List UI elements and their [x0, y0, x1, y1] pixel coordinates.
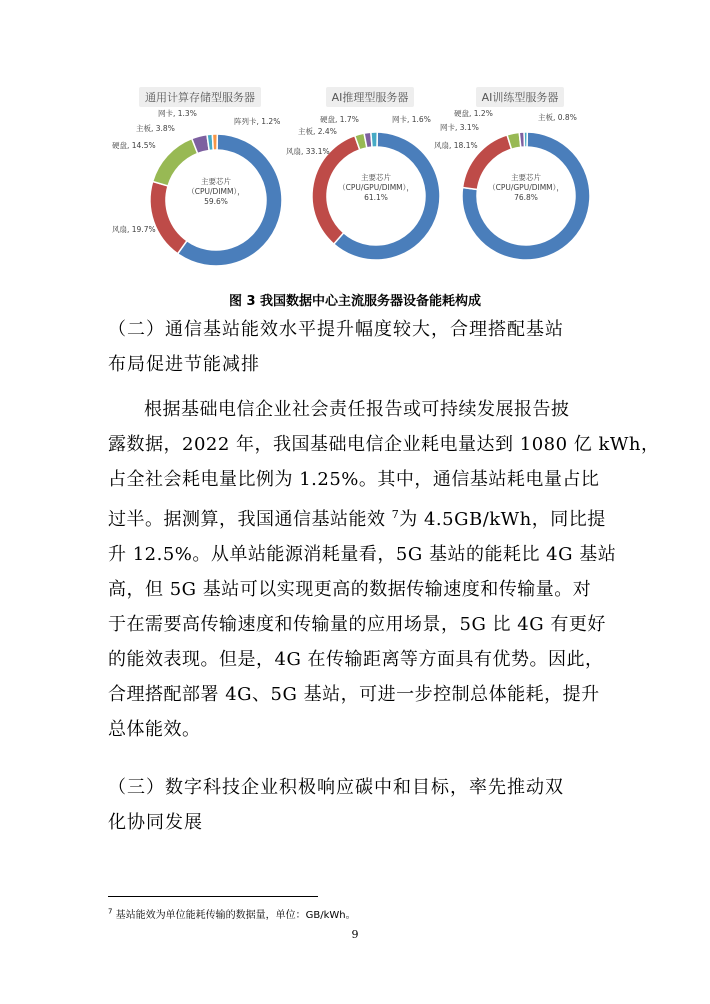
- section-heading-2: [108, 312, 608, 382]
- figure-caption: 图 3 我国数据中心主流服务器设备能耗构成: [228, 294, 482, 309]
- slice-label: 硬盘, 14.5%: [112, 141, 156, 150]
- footnote-mark: 7: [108, 907, 113, 916]
- donut-slice-风扇: [150, 181, 187, 253]
- donut-chart: [100, 86, 300, 276]
- slice-label: 风扇, 33.1%: [286, 147, 330, 156]
- donut-slice-硬盘: [153, 139, 198, 186]
- body-line: 的能效表现。但是，4G 在传输距离等方面具有优势。因此，: [108, 649, 604, 670]
- body-line: 升 12.5%。从单站能源消耗量看，5G 基站的能耗比 4G 基站: [108, 544, 617, 565]
- slice-label: 主板, 3.8%: [136, 124, 175, 133]
- body-line: 于在需要高传输速度和传输量的应用场景，5G 比 4G 有更好: [108, 614, 606, 635]
- heading-line: （三）数字科技企业积极响应碳中和目标，率先推动双: [108, 777, 564, 798]
- slice-label: 风扇, 18.1%: [434, 141, 478, 150]
- chart-general-server: [100, 86, 300, 276]
- heading-line: 布局促进节能减排: [108, 354, 260, 375]
- body-line: 总体能效。: [108, 719, 201, 740]
- body-text: 过半。据测算，我国通信基站能效: [108, 509, 392, 530]
- slice-label: 硬盘, 1.7%: [320, 115, 359, 124]
- footnote: [108, 906, 356, 921]
- donut-slice-网卡: [371, 132, 377, 147]
- slice-label: 阵列卡, 1.2%: [234, 117, 281, 126]
- chart-title: AI推理型服务器: [326, 87, 415, 107]
- chart-title: AI训练型服务器: [476, 87, 565, 107]
- slice-label: 主板, 2.4%: [298, 127, 337, 136]
- slice-label: 主要芯片（CPU/GPU/DIMM）， 61.1%: [338, 173, 414, 202]
- body-line: 根据基础电信企业社会责任报告或可持续发展报告披: [144, 399, 570, 420]
- section-2-body: [108, 392, 660, 747]
- slice-label: 主板, 0.8%: [538, 113, 577, 122]
- slice-label: 网卡, 3.1%: [440, 123, 479, 132]
- donut-slice-主板: [524, 132, 527, 147]
- chart-ai-training-server: [430, 86, 610, 276]
- slice-label: 主要芯片（CPU/GPU/DIMM）， 76.8%: [488, 173, 564, 202]
- section-heading-3: [108, 770, 608, 840]
- chart-title: 通用计算存储型服务器: [139, 87, 261, 107]
- body-line: 露数据，2022 年，我国基础电信企业耗电量达到 1080 亿 kWh，: [108, 434, 660, 455]
- slice-label: 网卡, 1.3%: [158, 109, 197, 118]
- slice-label: 硬盘, 1.2%: [454, 109, 493, 118]
- body-line: 合理搭配部署 4G、5G 基站，可进一步控制总体能耗，提升: [108, 684, 600, 705]
- heading-line: 化协同发展: [108, 812, 203, 833]
- body-line: [108, 497, 608, 537]
- heading-line: （二）通信基站能效水平提升幅度较大，合理搭配基站: [108, 319, 564, 340]
- slice-label: 主要芯片（CPU/DIMM）， 59.6%: [187, 177, 245, 206]
- footnote-ref[interactable]: 7: [391, 508, 400, 521]
- donut-chart: [430, 86, 610, 276]
- donut-slice-阵列卡: [212, 134, 217, 150]
- slice-label: 网卡, 1.6%: [392, 115, 431, 124]
- page-number: 9: [351, 928, 359, 941]
- body-line: 占全社会耗电量比例为 1.25%。其中，通信基站耗电量占比: [108, 469, 600, 490]
- footnote-text: 基站能效为单位能耗传输的数据量，单位：GB/kWh。: [112, 910, 356, 921]
- body-line: 高，但 5G 基站可以实现更高的数据传输速度和传输量。对: [108, 579, 592, 600]
- footnote-divider: [108, 896, 318, 897]
- slice-label: 风扇, 19.7%: [112, 225, 156, 234]
- body-text: 为 4.5GB/kWh，同比提: [399, 509, 606, 530]
